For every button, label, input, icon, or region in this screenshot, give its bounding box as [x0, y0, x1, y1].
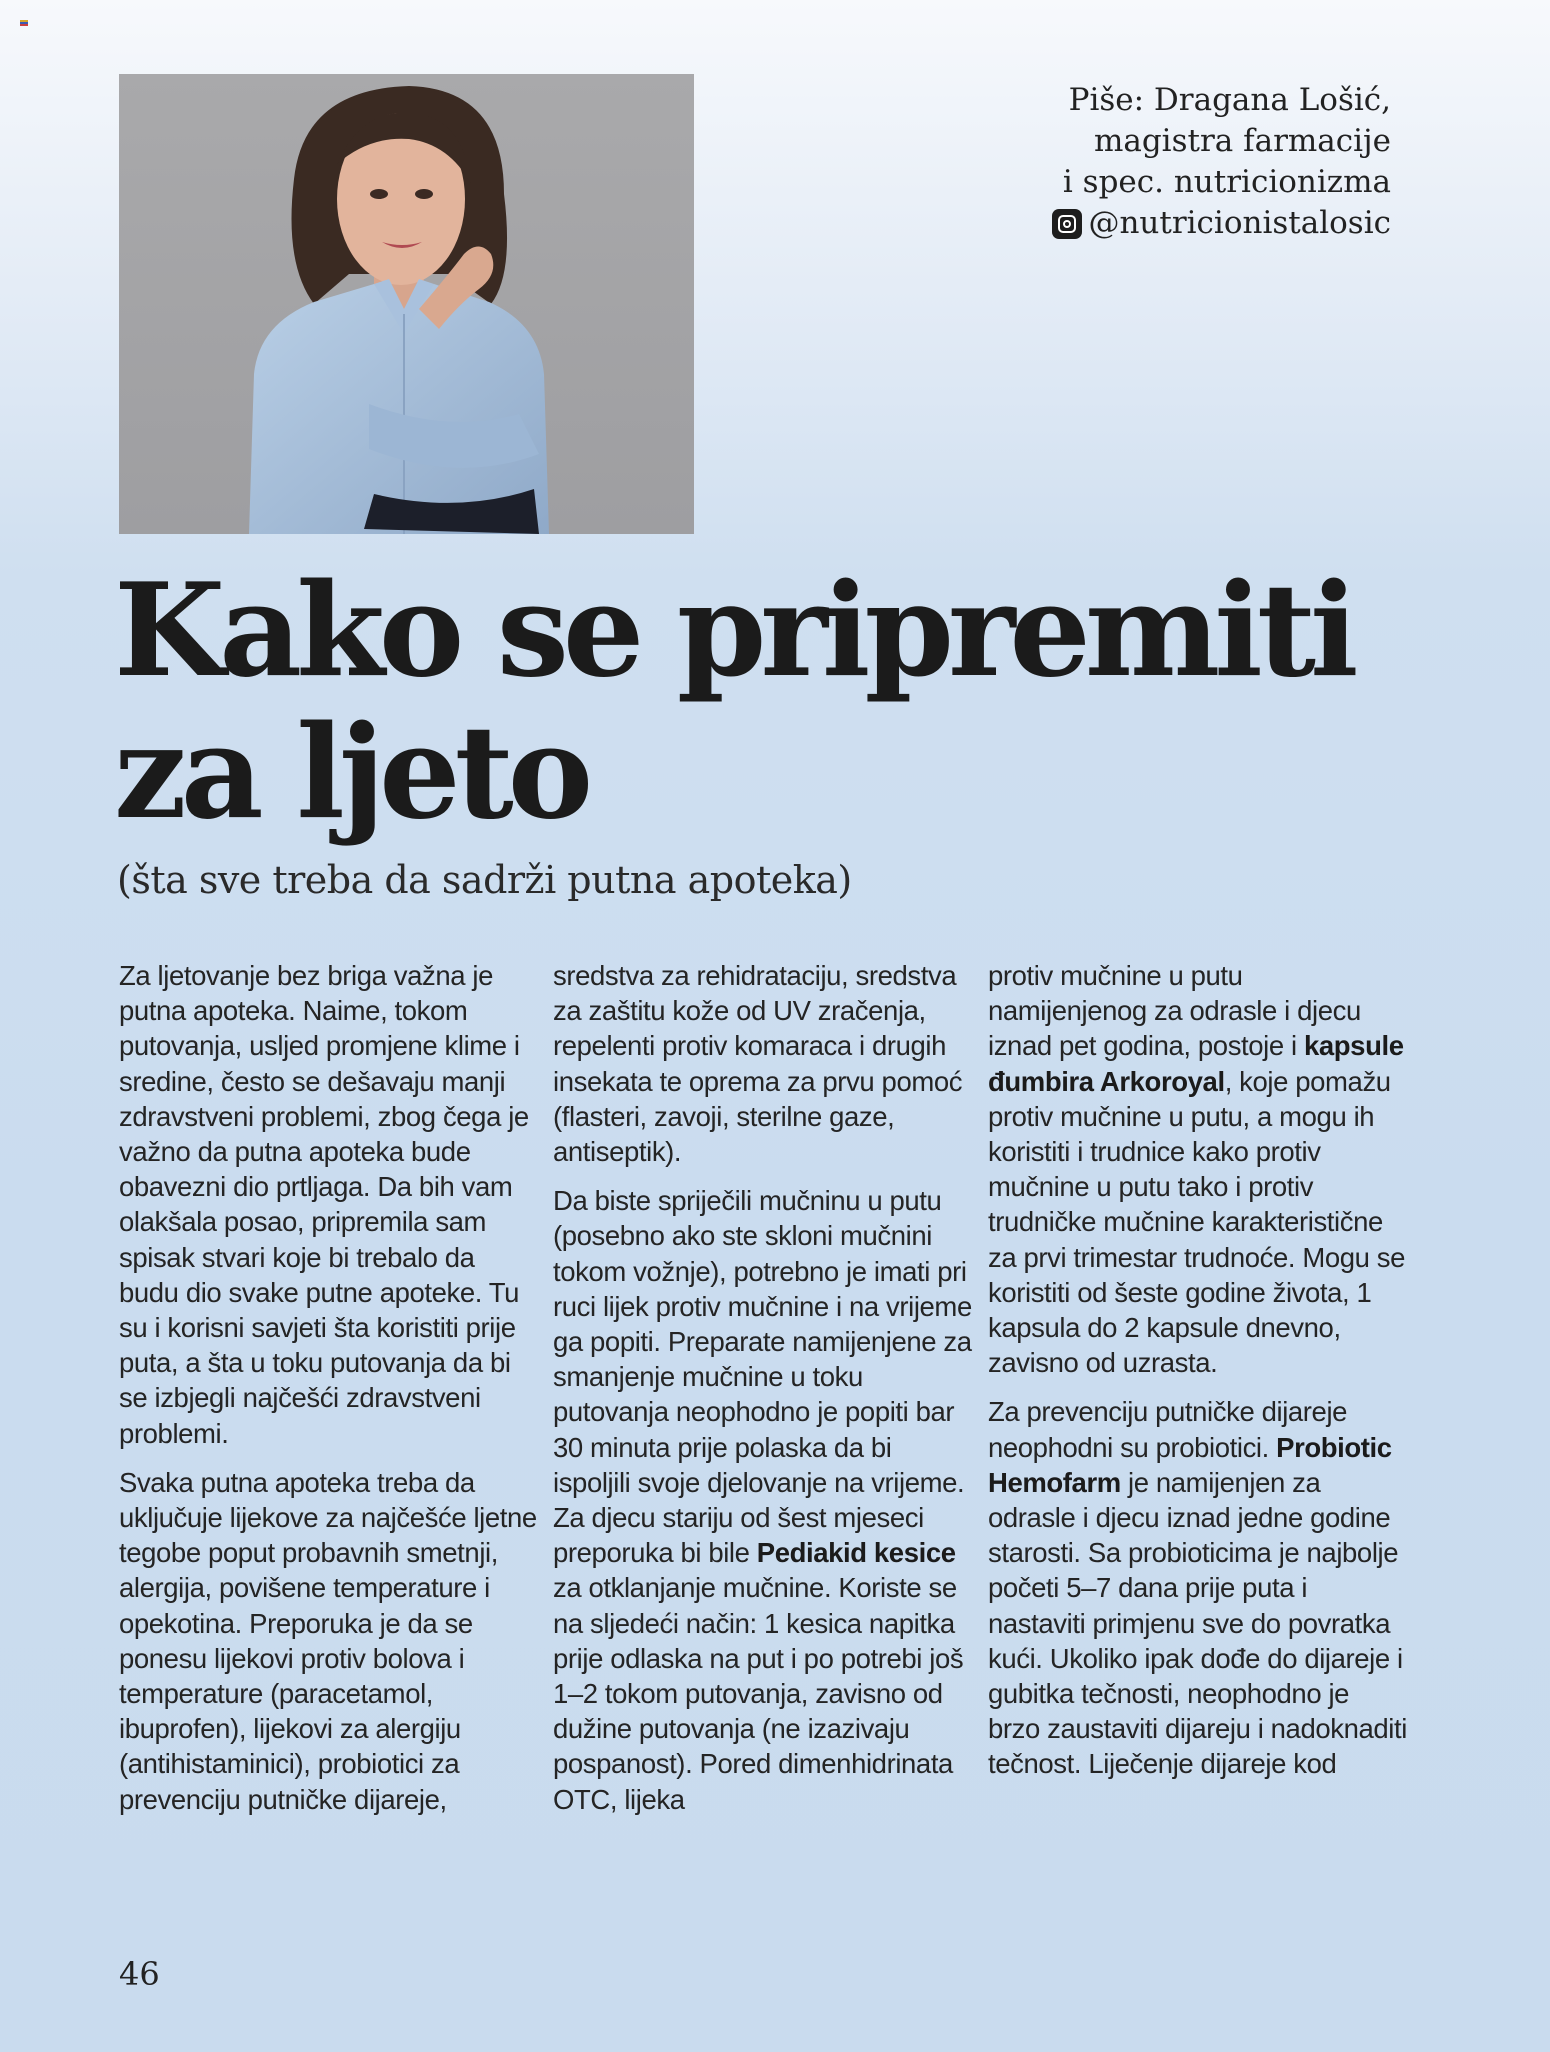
text-run: protiv mučnine u putu namijenjenog za odrasle i djecu iznad pet godina, postoje i	[988, 960, 1361, 1062]
paragraph	[988, 958, 1408, 1380]
text-run: je namijenjen za odrasle i djecu iznad jedne godine starosti. Sa probioticima je najbolje početi 5–7 dana prije puta i nastaviti primjenu sve do povratka kući. Ukoliko ipak dođe do dijareje i gubitka tečnosti, neophodno je brzo zaustaviti dijareju i nadoknaditi tečnost. Liječenje dijareje kod	[988, 1466, 1407, 1780]
product-name-pediakid: Pediakid kesice	[756, 1537, 956, 1569]
paragraph: Svaka putna apoteka treba da uključuje lijekove za najčešće ljetne tegobe poput probavnih smetnji, alergija, povišene temperature i opekotina. Preporuka je da se ponesu lijekovi protiv bolova i temperature (paracetamol, ibuprofen), lijekovi za alergiju (antihistaminici), probiotici za prevenciju putničke dijareje,	[119, 1466, 537, 1815]
page-number: 46	[119, 1955, 160, 1993]
corner-mark-icon	[20, 20, 28, 26]
paragraph	[553, 1183, 973, 1817]
text-run: za otklanjanje mučnine. Koriste se na sljedeći način: 1 kesica napitka prije odlaska na put i po potrebi još 1–2 tokom putovanja, zavisno od dužine putovanja (ne izazivaju pospanost). Pored dimenhidrinata OTC, lijeka	[553, 1572, 964, 1815]
product-name-probiotic: Probiotic Hemofarm	[988, 1431, 1392, 1498]
paragraph: Za ljetovanje bez briga važna je putna apoteka. Naime, tokom putovanja, usljed promjene klime i sredine, često se dešavaju manji zdravstveni problemi, zbog čega je važno da putna apoteka bude obavezni dio prtljaga. Da bih vam olakšala posao, pripremila sam spisak stvari koje bi trebalo da budu dio svake putne apoteke. Tu su i korisni savjeti šta koristiti prije puta, a šta u toku putovanja da bi se izbjegli najčešći zdravstveni problemi.	[119, 960, 529, 1449]
text-run: , koje pomažu protiv mučnine u putu, a mogu ih koristiti i trudnice kako protiv mučnine u putu tako i protiv trudničke mučnine karakteristične za prvi trimestar trudnoće. Mogu se koristiti od šeste godine života, 1 kapsula do 2 kapsule dnevno, zavisno od uzrasta.	[988, 1065, 1406, 1379]
text-column-2	[553, 958, 973, 1831]
text-column-1	[119, 958, 539, 1831]
title-line-1: Kako se pripremiti	[114, 556, 1353, 706]
text-run: Za prevenciju putničke dijareje neophodni su probiotici.	[988, 1396, 1348, 1463]
article-subtitle: (šta sve treba da sadrži putna apoteka)	[117, 858, 852, 902]
instagram-icon	[1052, 209, 1082, 239]
text-run: Da biste spriječili mučninu u putu (posebno ako ste skloni mučnini tokom vožnje), potrebno je imati pri ruci lijek protiv mučnine i na vrijeme ga popiti. Preparate namijenjene za smanjenje mučnine u toku putovanja neophodno je popiti bar 30 minuta prije polaska da bi ispoljili svoje djelovanje na vrijeme. Za djecu stariju od šest mjeseci preporuka bi bile	[553, 1185, 972, 1569]
instagram-handle[interactable]: @nutricionistalosic	[1088, 205, 1391, 241]
author-photo	[119, 74, 694, 534]
article-title	[114, 556, 1414, 848]
byline-author: Piše: Dragana Lošić,	[1068, 82, 1391, 118]
product-name-arkoroyal: kapsule đumbira Arkoroyal	[988, 1030, 1404, 1097]
byline-instagram[interactable]	[1052, 203, 1391, 244]
byline-specialization: i spec. nutricionizma	[1062, 164, 1391, 200]
title-line-2: za ljeto	[114, 698, 588, 848]
text-column-3	[988, 958, 1408, 1796]
paragraph: sredstva za rehidrataciju, sredstva za zaštitu kože od UV zračenja, repelenti protiv komaraca i drugih insekata te oprema za prvu pomoć (flasteri, zavoji, sterilne gaze, antiseptik).	[553, 960, 963, 1168]
author-portrait-illustration	[119, 74, 694, 534]
paragraph	[988, 1394, 1408, 1781]
author-byline	[1052, 80, 1391, 250]
byline-degree: magistra farmacije	[1093, 123, 1391, 159]
